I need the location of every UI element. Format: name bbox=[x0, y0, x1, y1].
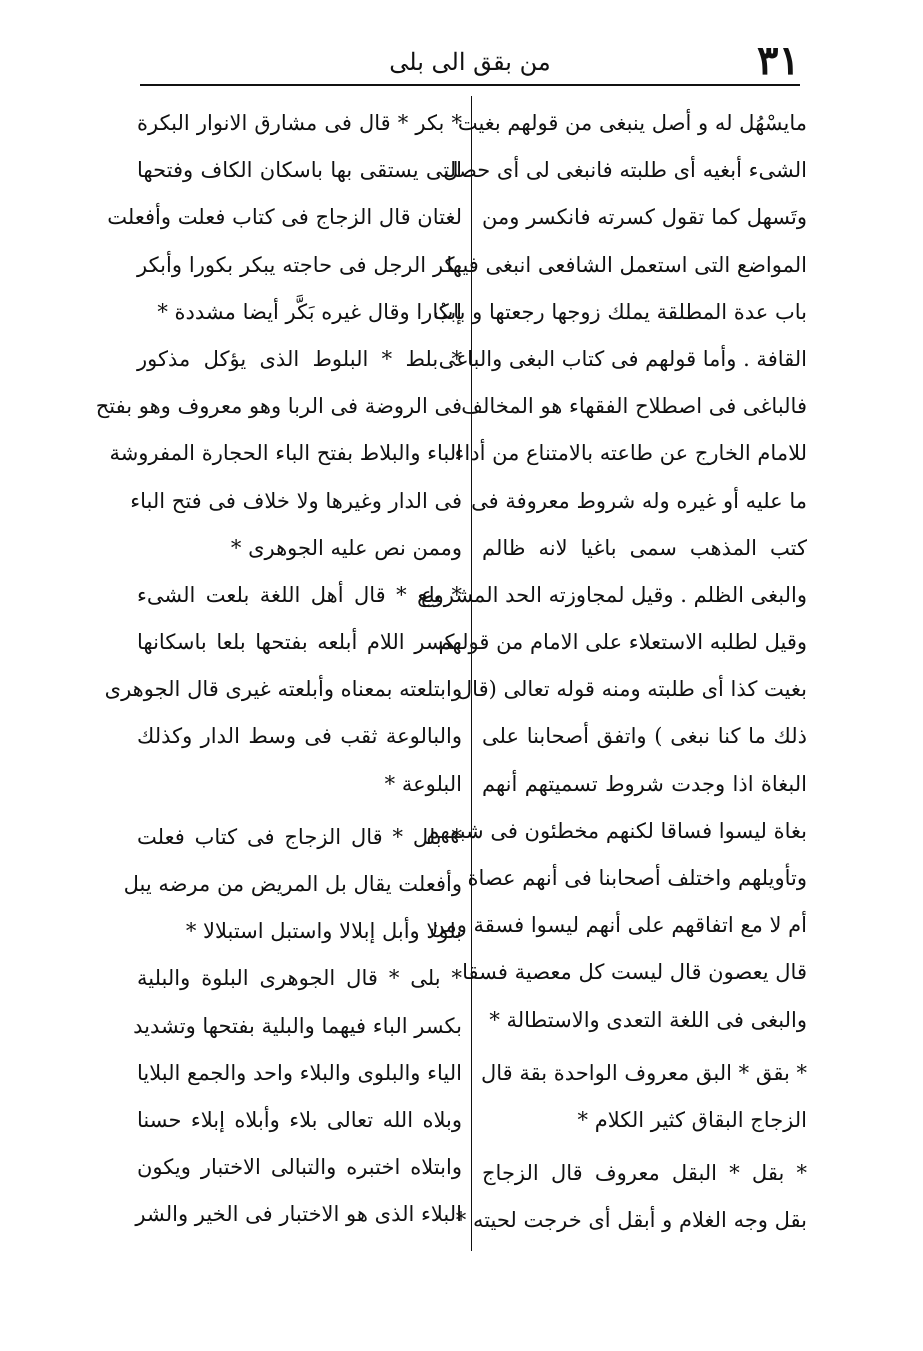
left-column-line: بكسر الباء فيهما والبلية بفتحها وتشديد bbox=[133, 1013, 462, 1038]
page-header bbox=[140, 36, 800, 86]
right-column-line: والبغى فى اللغة التعدى والاستطالة * bbox=[489, 1007, 807, 1032]
right-column-line: ما عليه أو غيره وله شروط معروفة فى bbox=[471, 488, 807, 513]
left-column-line: بكسر اللام أبلعه بفتحها بلعا باسكانها bbox=[137, 630, 462, 655]
right-column-line: كتب المذهب سمى باغيا لانه ظالم bbox=[482, 535, 807, 560]
right-column-line: بغيت كذا أى طلبته ومنه قوله تعالى (قال bbox=[456, 677, 807, 702]
left-column-line: البلاء الذى هو الاختبار فى الخير والشر bbox=[135, 1202, 462, 1227]
left-column-line: والبالوعة ثقب فى وسط الدار وكذلك bbox=[137, 724, 462, 749]
right-column-line: والبغى الظلم . وقيل لمجاوزته الحد المشروع bbox=[421, 582, 807, 607]
header-rule bbox=[140, 84, 800, 86]
right-column-line: بغاة ليسوا فساقا لكنهم مخطئون فى شبههم bbox=[426, 818, 807, 843]
right-column-line: بقل وجه الغلام و أبقل أى خرجت لحيته * bbox=[455, 1208, 807, 1233]
left-column-line: * بلط * البلوط الذى يؤكل مذكور bbox=[137, 346, 462, 371]
right-column-line: القافة . وأما قولهم فى كتاب البغى والباغى bbox=[438, 346, 807, 371]
left-column-line: البلوعة * bbox=[384, 771, 462, 796]
page-number: ٣١ bbox=[757, 37, 800, 84]
right-column-line: المواضع التى استعمل الشافعى انبغى فيها bbox=[446, 252, 807, 277]
right-column-line: مايسْهُل له و أصل ينبغى من قولهم بغيت bbox=[457, 111, 807, 135]
right-column-line: * بقق * البق معروف الواحدة بقة قال bbox=[480, 1060, 807, 1085]
running-title: من بقق الى بلى bbox=[389, 48, 551, 76]
left-column-line: الباء والبلاط بفتح الباء الحجارة المفروشة bbox=[109, 441, 462, 466]
left-column-line: إبكارا وقال غيره بَكَّر أيضا مشددة * bbox=[157, 299, 462, 324]
left-column-line: وأفعلت يقال بل المريض من مرضه يبل bbox=[123, 872, 462, 896]
left-column-line: * بلى * قال الجوهرى البلوة والبلية bbox=[137, 966, 462, 991]
left-column bbox=[95, 100, 462, 1239]
left-column-line: وممن نص عليه الجوهرى * bbox=[230, 535, 462, 560]
right-column-line: للامام الخارج عن طاعته بالامتناع من أداء bbox=[454, 441, 807, 466]
left-column-line: وابتلاه اختبره والتبالى الاختبار ويكون bbox=[137, 1155, 462, 1180]
right-column-line: وقيل لطلبه الاستعلاء على الامام من قولهم bbox=[438, 630, 807, 655]
right-column-line: فالباغى فى اصطلاح الفقهاء هو المخالف bbox=[461, 394, 807, 419]
left-column-line: * بكر * قال فى مشارق الانوار البكرة bbox=[137, 111, 462, 135]
left-column-line: بكر الرجل فى حاجته يبكر بكورا وأبكر bbox=[137, 252, 462, 277]
left-column-line: فى الروضة فى الربا وهو معروف وهو بفتح bbox=[95, 394, 462, 419]
left-column-line: الياء والبلوى والبلاء واحد والجمع البلايا bbox=[137, 1060, 462, 1085]
left-column-line: فى الدار وغيرها ولا خلاف فى فتح الباء bbox=[130, 488, 462, 513]
right-column-line: ذلك ما كنا نبغى ) واتفق أصحابنا على bbox=[482, 724, 807, 749]
left-column-line: وابتلعته بمعناه وأبلعته غيرى قال الجوهرى bbox=[104, 677, 462, 702]
left-column-line: * بلل * قال الزجاج فى كتاب فعلت bbox=[137, 824, 462, 849]
right-column-line: الشىء أبغيه أى طلبته فانبغى لى أى حصل bbox=[443, 158, 807, 183]
left-column-line: بلولا وأبل إبلالا واستبل استبلالا * bbox=[185, 919, 462, 944]
right-column-line: أم لا مع اتفاقهم على أنهم ليسوا فسقة ومن bbox=[429, 913, 807, 938]
left-column-line: التى يستقى بها باسكان الكاف وفتحها bbox=[137, 158, 462, 183]
right-column-line: وتأويلهم واختلف أصحابنا فى أنهم عصاة bbox=[467, 866, 807, 890]
left-column-line: * بلع * قال أهل اللغة بلعت الشىء bbox=[137, 582, 462, 607]
right-column-line: وتَسهل كما تقول كسرته فانكسر ومن bbox=[482, 205, 807, 230]
right-column-line: الزجاج البقاق كثير الكلام * bbox=[577, 1107, 807, 1132]
right-column-line: قال يعصون قال ليست كل معصية فسقا bbox=[462, 960, 807, 985]
right-column-line: البغاة اذا وجدت شروط تسميتهم أنهم bbox=[482, 771, 807, 796]
left-column-line: لغتان قال الزجاج فى كتاب فعلت وأفعلت bbox=[107, 205, 462, 230]
right-column-line: باب عدة المطلقة يملك زوجها رجعتها و بابُ bbox=[433, 299, 807, 324]
right-column-line: * بقل * البقل معروف قال الزجاج bbox=[482, 1161, 807, 1186]
left-column-line: وبلاه الله تعالى بلاء وأبلاه إبلاء حسنا bbox=[137, 1107, 462, 1132]
